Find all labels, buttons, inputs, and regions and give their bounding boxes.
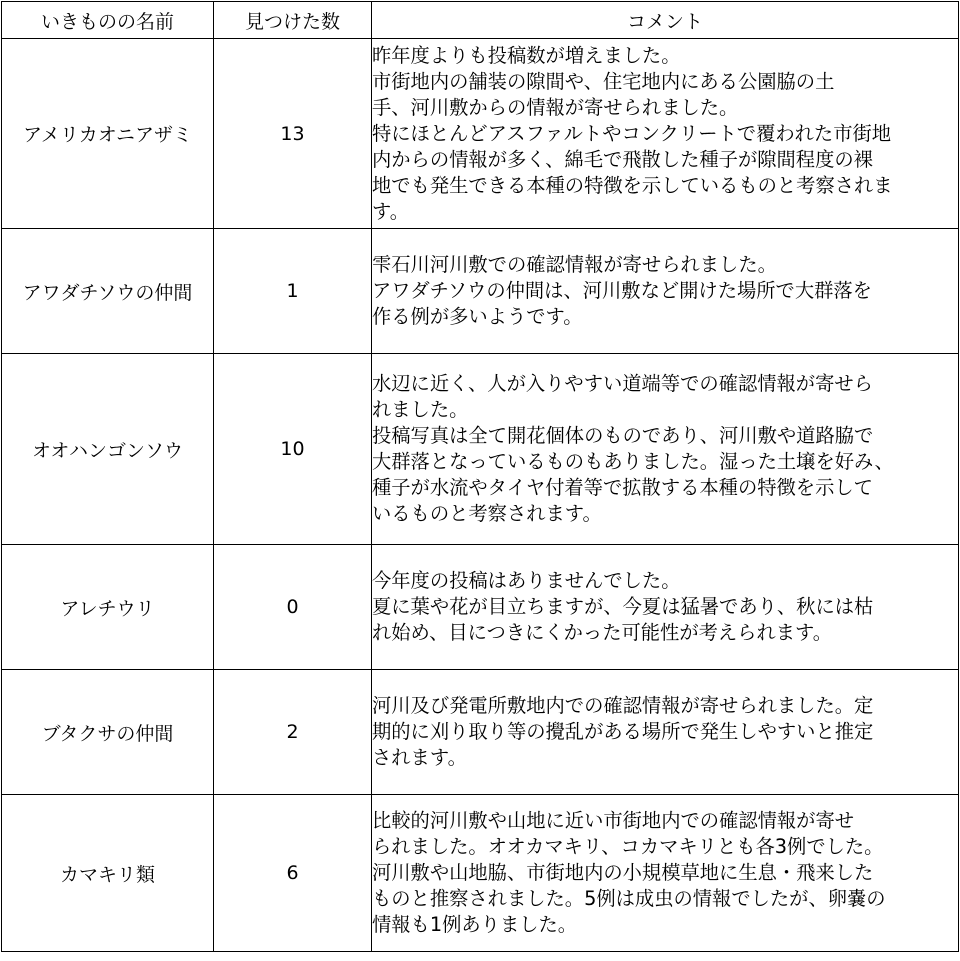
comment-text: 今年度の投稿はありませんでした。 夏に葉や花が目立ちますが、今夏は猛暑であり、秋には枯 れ始め、目につきにくかった可能性が考えられます。 (372, 545, 959, 670)
species-name: アレチウリ (2, 545, 214, 670)
found-count: 0 (214, 545, 372, 670)
survey-table (1, 1, 959, 952)
found-count: 2 (214, 670, 372, 795)
table-row (2, 795, 959, 952)
header-row (2, 2, 959, 39)
comment-text: 昨年度よりも投稿数が増えました。 市街地内の舗装の隙間や、住宅地内にある公園脇の土 手、河川敷からの情報が寄せられました。 特にほとんどアスファルトやコンクリートで覆われた市街地 内からの情報が多く、綿毛で飛散した種子が隙間程度の裸 地でも発生できる本種の特徴を示しているものと考察されま す。 (372, 39, 959, 229)
comment-text: 水辺に近く、人が入りやすい道端等での確認情報が寄せら れました。 投稿写真は全て開花個体のものであり、河川敷や道路脇で 大群落となっているものもありました。湿った土壌を好み、 種子が水流やタイヤ付着等で拡散する本種の特徴を示して いるものと考察されます。 (372, 354, 959, 545)
species-name: オオハンゴンソウ (2, 354, 214, 545)
table-row (2, 670, 959, 795)
found-count: 1 (214, 229, 372, 354)
header-count: 見つけた数 (214, 2, 372, 39)
species-name: アワダチソウの仲間 (2, 229, 214, 354)
species-name: ブタクサの仲間 (2, 670, 214, 795)
table-row (2, 354, 959, 545)
table-row (2, 229, 959, 354)
found-count: 6 (214, 795, 372, 952)
found-count: 13 (214, 39, 372, 229)
comment-text: 雫石川河川敷での確認情報が寄せられました。 アワダチソウの仲間は、河川敷など開けた場所で大群落を 作る例が多いようです。 (372, 229, 959, 354)
species-name: アメリカオニアザミ (2, 39, 214, 229)
comment-text: 河川及び発電所敷地内での確認情報が寄せられました。定 期的に刈り取り等の攪乱がある場所で発生しやすいと推定 されます。 (372, 670, 959, 795)
species-name: カマキリ類 (2, 795, 214, 952)
table-row (2, 39, 959, 229)
header-comment: コメント (372, 2, 959, 39)
found-count: 10 (214, 354, 372, 545)
header-name: いきものの名前 (2, 2, 214, 39)
comment-text: 比較的河川敷や山地に近い市街地内での確認情報が寄せ られました。オオカマキリ、コカマキリとも各3例でした。 河川敷や山地脇、市街地内の小規模草地に生息・飛来した ものと推察されました。5例は成虫の情報でしたが、卵嚢の 情報も1例ありました。 (372, 795, 959, 952)
table-row (2, 545, 959, 670)
